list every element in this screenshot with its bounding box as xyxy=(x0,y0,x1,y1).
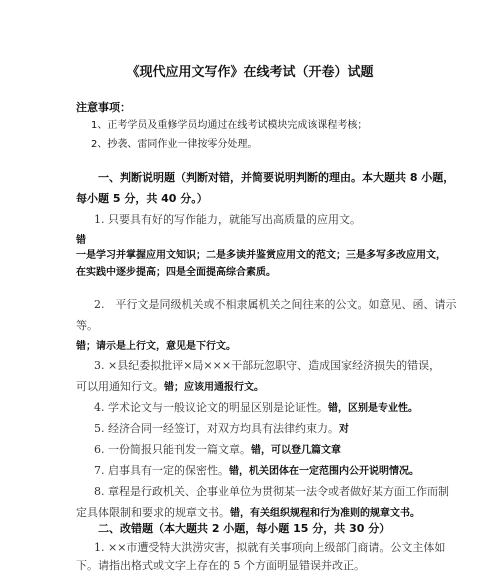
section2-question-1: 1. ××市遭受特大洪涝灾害，拟就有关事项向上级部门商请。公文主体如 xyxy=(94,541,446,554)
question-5: 5. 经济合同一经签订，对双方均具有法律约束力。 xyxy=(94,422,339,435)
page-title: 《现代应用文写作》在线考试（开卷）试题 xyxy=(126,65,374,80)
question-4-row xyxy=(94,400,454,417)
answer-1-explanation: 一是学习并掌握应用文知识；二是多读并鉴赏应用文的范文；三是多写多改应用文， xyxy=(76,250,446,261)
answer-6: 错，可以登几篇文章 xyxy=(251,445,341,456)
question-4: 4. 学术论文与一般议论文的明显区别是论证性。 xyxy=(94,401,328,414)
question-8-row xyxy=(76,505,436,522)
notice-heading: 注意事项： xyxy=(76,101,131,114)
question-3: 3. ×县纪委拟批评×局×××干部玩忽职守、造成国家经济损失的错误， xyxy=(94,359,441,372)
answer-7: 错，机关团体在一定范围内公开说明情况。 xyxy=(229,466,419,477)
section2-question-1-cont: 下。请指出格式或文字上存在的 5 个方面明显错误并改正。 xyxy=(76,559,365,572)
answer-8: 错，有关组织规程和行为准则的规章文书。 xyxy=(230,508,420,519)
question-6-row xyxy=(94,442,454,459)
section1-heading-cont: 每小题 5 分，共 40 分。） xyxy=(76,192,208,205)
question-8-cont: 定具体限制和要求的规章文书。 xyxy=(76,506,230,519)
answer-2: 错；请示是上行文，意见是下行文。 xyxy=(76,341,236,352)
answer-1-verdict: 错 xyxy=(76,235,86,246)
question-5-row xyxy=(94,421,454,438)
question-7: 7. 启事具有一定的保密性。 xyxy=(94,464,229,477)
question-3-cont: 可以用通知行文。 xyxy=(76,380,164,393)
question-8: 8. 章程是行政机关、企事业单位为贯彻某一法令或者做好某方面工作而制 xyxy=(94,485,449,498)
answer-4: 错，区别是专业性。 xyxy=(328,403,418,414)
question-2: 2. 平行文是同级机关或不相隶属机关之间往来的公文。如意见、函、请示 xyxy=(94,298,457,311)
notice-item: 1、正考学员及重修学员均通过在线考试模块完成该课程考核； xyxy=(91,120,368,131)
question-1: 1. 只要具有好的写作能力，就能写出高质量的应用文。 xyxy=(94,213,361,226)
answer-3: 错；应该用通报行文。 xyxy=(164,382,264,393)
answer-5: 对 xyxy=(339,424,349,435)
question-3-row xyxy=(76,379,436,396)
answer-1-explanation-cont: 在实践中逐步提高；四是全面提高综合素质。 xyxy=(76,267,276,278)
section2-heading: 二、改错题（本大题共 2 小题，每小题 15 分，共 30 分） xyxy=(98,522,391,535)
section1-heading: 一、判断说明题（判断对错，并简要说明判断的理由。本大题共 8 小题， xyxy=(98,171,455,184)
question-7-row xyxy=(94,463,454,480)
question-2-cont: 等。 xyxy=(76,319,98,332)
notice-item: 2、抄袭、雷同作业一律按零分处理。 xyxy=(91,139,258,150)
question-6: 6. 一份简报只能刊发一篇文章。 xyxy=(94,443,251,456)
